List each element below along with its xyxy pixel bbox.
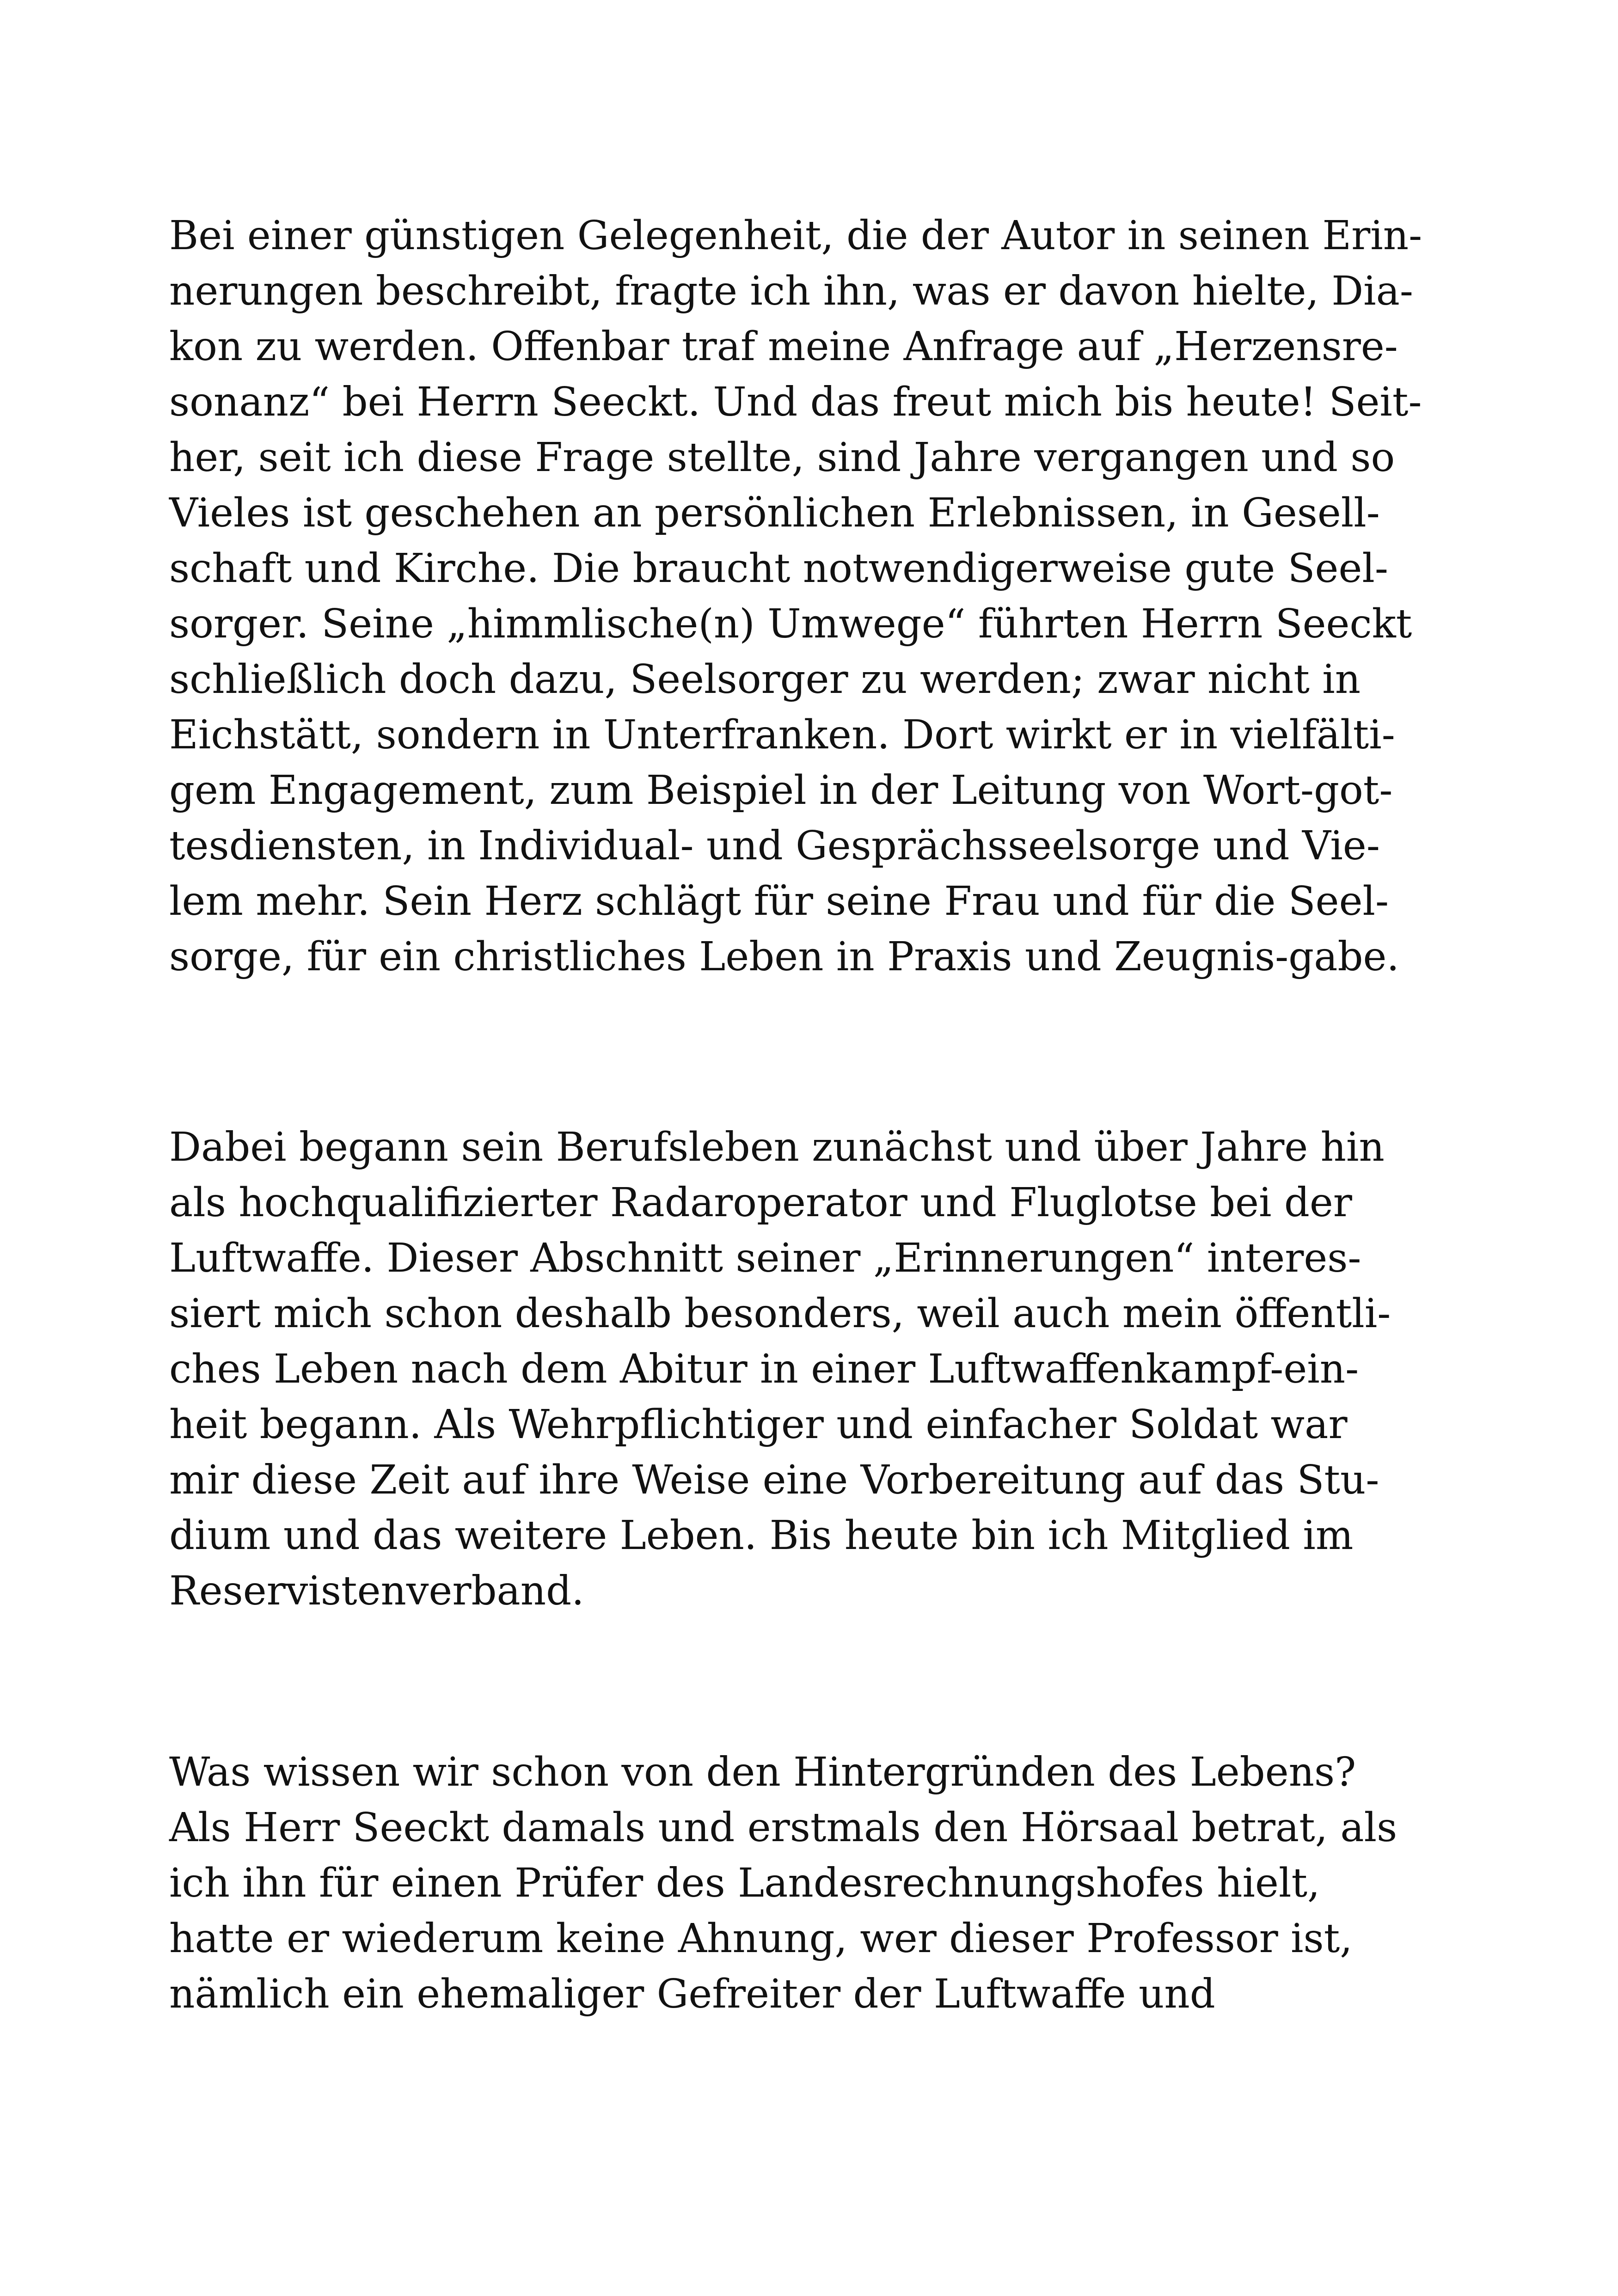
text-line: sorger. Seine „himmlische(n) Umwege“ führten Herrn Seeckt	[169, 601, 1412, 647]
text-line: Bei einer günstigen Gelegenheit, die der Autor in seinen Erin-	[169, 213, 1422, 259]
text-line: als hochqualifizierter Radaroperator und Fluglotse bei der	[169, 1180, 1352, 1226]
text-line: siert mich schon deshalb besonders, weil auch mein öffentli-	[169, 1291, 1391, 1337]
text-line: dium und das weitere Leben. Bis heute bin ich Mitglied im	[169, 1512, 1354, 1559]
paragraph-2	[169, 1120, 1454, 1619]
text-line: Vieles ist geschehen an persönlichen Erlebnissen, in Gesell-	[169, 490, 1380, 536]
text-line: nerungen beschreibt, fragte ich ihn, was er davon hielte, Dia-	[169, 268, 1413, 314]
text-line: ches Leben nach dem Abitur in einer Luftwaffenkampf-ein-	[169, 1346, 1359, 1392]
paragraph-1	[169, 208, 1454, 985]
text-line: hatte er wiederum keine Ahnung, wer dieser Professor ist,	[169, 1916, 1353, 1962]
text-line: gem Engagement, zum Beispiel in der Leitung von Wort-got-	[169, 767, 1393, 814]
text-line: her, seit ich diese Frage stellte, sind Jahre vergangen und so	[169, 435, 1395, 481]
text-line: mir diese Zeit auf ihre Weise eine Vorbereitung auf das Stu-	[169, 1457, 1379, 1503]
text-line: Luftwaffe. Dieser Abschnitt seiner „Erinnerungen“ interes-	[169, 1235, 1361, 1281]
text-line: Als Herr Seeckt damals und erstmals den Hörsaal betrat, als	[169, 1805, 1397, 1851]
text-line: nämlich ein ehemaliger Gefreiter der Luftwaffe und	[169, 1971, 1215, 2017]
text-line: lem mehr. Sein Herz schlägt für seine Frau und für die Seel-	[169, 878, 1389, 925]
text-line: heit begann. Als Wehrpflichtiger und einfacher Soldat war	[169, 1402, 1348, 1448]
text-line: kon zu werden. Offenbar traf meine Anfrage auf „Herzensre-	[169, 324, 1398, 370]
text-line: schaft und Kirche. Die braucht notwendigerweise gute Seel-	[169, 545, 1388, 592]
text-line: ich ihn für einen Prüfer des Landesrechnungshofes hielt,	[169, 1860, 1320, 1906]
paragraph-3	[169, 1745, 1454, 2022]
text-line: Was wissen wir schon von den Hintergründen des Lebens?	[169, 1749, 1356, 1795]
text-line: Dabei begann sein Berufsleben zunächst und über Jahre hin	[169, 1124, 1385, 1170]
text-line: sonanz“ bei Herrn Seeckt. Und das freut mich bis heute! Seit-	[169, 379, 1422, 425]
text-line: sorge, für ein christliches Leben in Praxis und Zeugnis-gabe.	[169, 934, 1399, 980]
text-line: schließlich doch dazu, Seelsorger zu werden; zwar nicht in	[169, 656, 1361, 703]
text-line: tesdiensten, in Individual- und Gesprächsseelsorge und Vie-	[169, 823, 1380, 869]
text-line: Eichstätt, sondern in Unterfranken. Dort wirkt er in vielfälti-	[169, 712, 1395, 758]
text-line: Reservistenverband.	[169, 1568, 584, 1614]
